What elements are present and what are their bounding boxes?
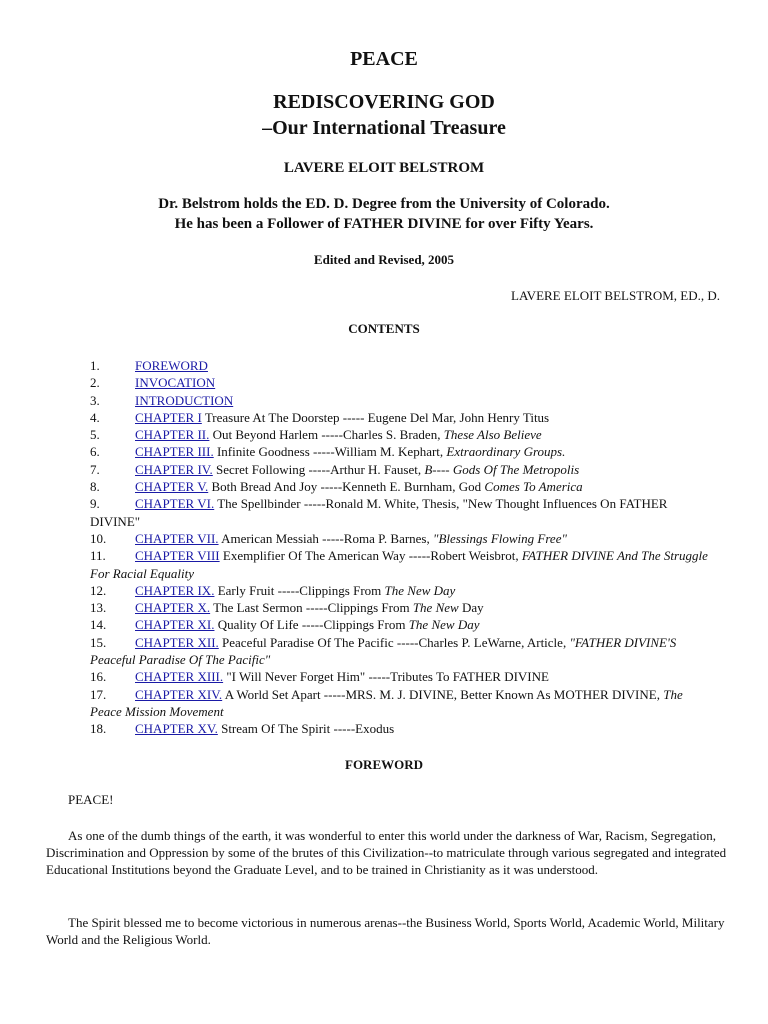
- toc-link[interactable]: CHAPTER VIII: [135, 548, 220, 564]
- toc-number: 6.: [90, 444, 100, 460]
- author-credential-2: He has been a Follower of FATHER DIVINE for over Fifty Years.: [174, 216, 594, 232]
- toc-number: 15.: [90, 634, 107, 650]
- toc-item-chapter-15: [90, 720, 710, 737]
- toc-item-chapter-13: [90, 668, 710, 685]
- toc-item-invocation: [90, 374, 710, 391]
- toc-description: Secret Following -----Arthur H. Fauset,: [212, 461, 425, 477]
- toc-number: 4.: [90, 409, 100, 425]
- toc-link[interactable]: INVOCATION: [135, 375, 216, 391]
- foreword-heading: FOREWORD: [345, 757, 423, 772]
- toc-link[interactable]: INTRODUCTION: [135, 392, 234, 408]
- toc-italic: FATHER DIVINE And The Struggle For Racial Equality: [90, 548, 708, 581]
- toc-italic: The Peace Mission Movement: [90, 686, 683, 719]
- toc-item-chapter-4: [90, 461, 710, 478]
- toc-item-chapter-9: [90, 582, 710, 599]
- toc-item-chapter-12: [90, 634, 710, 669]
- table-of-contents: [90, 357, 710, 738]
- toc-number: 18.: [90, 721, 107, 737]
- foreword-greeting: PEACE!: [68, 792, 114, 807]
- toc-description: The Spellbinder -----Ronald M. White, Thesis, "New Thought Influences On FATHER DIVINE": [90, 496, 668, 529]
- toc-description: Early Fruit -----Clippings From: [214, 582, 385, 598]
- toc-description: Peaceful Paradise Of The Pacific -----Charles P. LeWarne, Article,: [218, 634, 570, 650]
- toc-item-chapter-8: [90, 547, 710, 582]
- author-credential-1: Dr. Belstrom holds the ED. D. Degree from the University of Colorado.: [158, 196, 610, 212]
- toc-description-tail: Day: [458, 600, 484, 616]
- toc-italic: The New Day: [384, 582, 456, 598]
- book-subtitle: –Our International Treasure: [262, 117, 506, 139]
- toc-item-introduction: [90, 392, 710, 409]
- toc-description: A World Set Apart -----MRS. M. J. DIVINE, Better Known As MOTHER DIVINE,: [222, 686, 664, 702]
- toc-italic: "Blessings Flowing Free": [433, 530, 567, 546]
- toc-item-chapter-1: [90, 409, 710, 426]
- paragraph-text: The Spirit blessed me to become victorious in numerous arenas--the Business World, Sports World, Academic World, Military World and the Religious World.: [46, 915, 725, 948]
- toc-italic: These Also Believe: [443, 427, 542, 443]
- toc-description: "I Will Never Forget Him" -----Tributes To FATHER DIVINE: [223, 669, 549, 685]
- toc-item-chapter-2: [90, 426, 710, 443]
- toc-italic: The New Day: [408, 617, 480, 633]
- toc-number: 7.: [90, 461, 100, 477]
- toc-link[interactable]: CHAPTER VI.: [135, 496, 215, 512]
- toc-item-chapter-14: [90, 686, 710, 721]
- toc-link[interactable]: CHAPTER I: [135, 409, 202, 425]
- toc-description: Both Bread And Joy -----Kenneth E. Burnham, God: [208, 479, 485, 495]
- toc-italic: Comes To America: [484, 479, 583, 495]
- toc-number: 11.: [90, 548, 106, 564]
- toc-link[interactable]: CHAPTER VII.: [135, 530, 219, 546]
- toc-number: 14.: [90, 617, 107, 633]
- toc-number: 1.: [90, 358, 100, 373]
- toc-number: 10.: [90, 530, 107, 546]
- toc-number: 3.: [90, 392, 100, 408]
- toc-italic: B---- Gods Of The Metropolis: [424, 461, 580, 477]
- toc-item-chapter-6: [90, 495, 710, 530]
- toc-italic: Extraordinary Groups.: [446, 444, 566, 460]
- toc-item-foreword: [90, 357, 710, 374]
- toc-italic: The New: [412, 600, 459, 616]
- toc-link[interactable]: FOREWORD: [135, 358, 208, 373]
- foreword-paragraph-1: [46, 827, 736, 879]
- contents-heading: CONTENTS: [348, 321, 420, 336]
- toc-number: 13.: [90, 600, 107, 616]
- foreword-paragraph-2: [46, 914, 736, 948]
- toc-description: The Last Sermon -----Clippings From: [210, 600, 413, 616]
- toc-number: 16.: [90, 669, 107, 685]
- author-name: LAVERE ELOIT BELSTROM: [283, 160, 485, 176]
- toc-description: American Messiah -----Roma P. Barnes,: [218, 530, 433, 546]
- toc-number: 8.: [90, 479, 100, 495]
- toc-link[interactable]: CHAPTER X.: [135, 600, 211, 616]
- toc-description: Stream Of The Spirit -----Exodus: [217, 721, 395, 737]
- toc-item-chapter-10: [90, 599, 710, 616]
- edition-note: Edited and Revised, 2005: [313, 252, 455, 267]
- toc-link[interactable]: CHAPTER XI.: [135, 617, 215, 633]
- document-title: PEACE: [350, 48, 418, 70]
- toc-italic: "FATHER DIVINE'S Peaceful Paradise Of The Pacific": [90, 634, 677, 668]
- toc-number: 2.: [90, 375, 100, 391]
- toc-description: Treasure At The Doorstep ----- Eugene Del Mar, John Henry Titus: [201, 409, 550, 425]
- toc-link[interactable]: CHAPTER II.: [135, 427, 210, 443]
- toc-number: 17.: [90, 686, 107, 702]
- toc-item-chapter-5: [90, 478, 710, 495]
- toc-item-chapter-11: [90, 616, 710, 633]
- toc-item-chapter-7: [90, 530, 710, 547]
- toc-number: 5.: [90, 427, 100, 443]
- book-title: REDISCOVERING GOD: [273, 91, 495, 113]
- toc-link[interactable]: CHAPTER XII.: [135, 634, 219, 650]
- toc-item-chapter-3: [90, 443, 710, 460]
- toc-link[interactable]: CHAPTER XIV.: [135, 686, 223, 702]
- toc-description: Quality Of Life -----Clippings From: [214, 617, 409, 633]
- toc-link[interactable]: CHAPTER IX.: [135, 582, 215, 598]
- toc-number: 9.: [90, 496, 100, 512]
- author-signature: LAVERE ELOIT BELSTROM, ED., D.: [511, 288, 720, 303]
- toc-link[interactable]: CHAPTER XIII.: [135, 669, 224, 685]
- toc-link[interactable]: CHAPTER V.: [135, 479, 209, 495]
- toc-link[interactable]: CHAPTER III.: [135, 444, 214, 460]
- toc-link[interactable]: CHAPTER XV.: [135, 721, 218, 737]
- paragraph-text: As one of the dumb things of the earth, it was wonderful to enter this world under the darkness of War, Racism, Segregation, Discrimination and Oppression by some of the brutes of this Civilization--to matriculate through various segregated and integrated Educational Institutions beyond the Graduate Level, and to be trained in Christianity as it was understood.: [46, 828, 727, 878]
- toc-description: Out Beyond Harlem -----Charles S. Braden,: [209, 427, 444, 443]
- toc-description: Infinite Goodness -----William M. Kephart,: [213, 444, 447, 460]
- toc-number: 12.: [90, 582, 107, 598]
- toc-description: Exemplifier Of The American Way -----Robert Weisbrot,: [219, 548, 522, 564]
- toc-link[interactable]: CHAPTER IV.: [135, 461, 213, 477]
